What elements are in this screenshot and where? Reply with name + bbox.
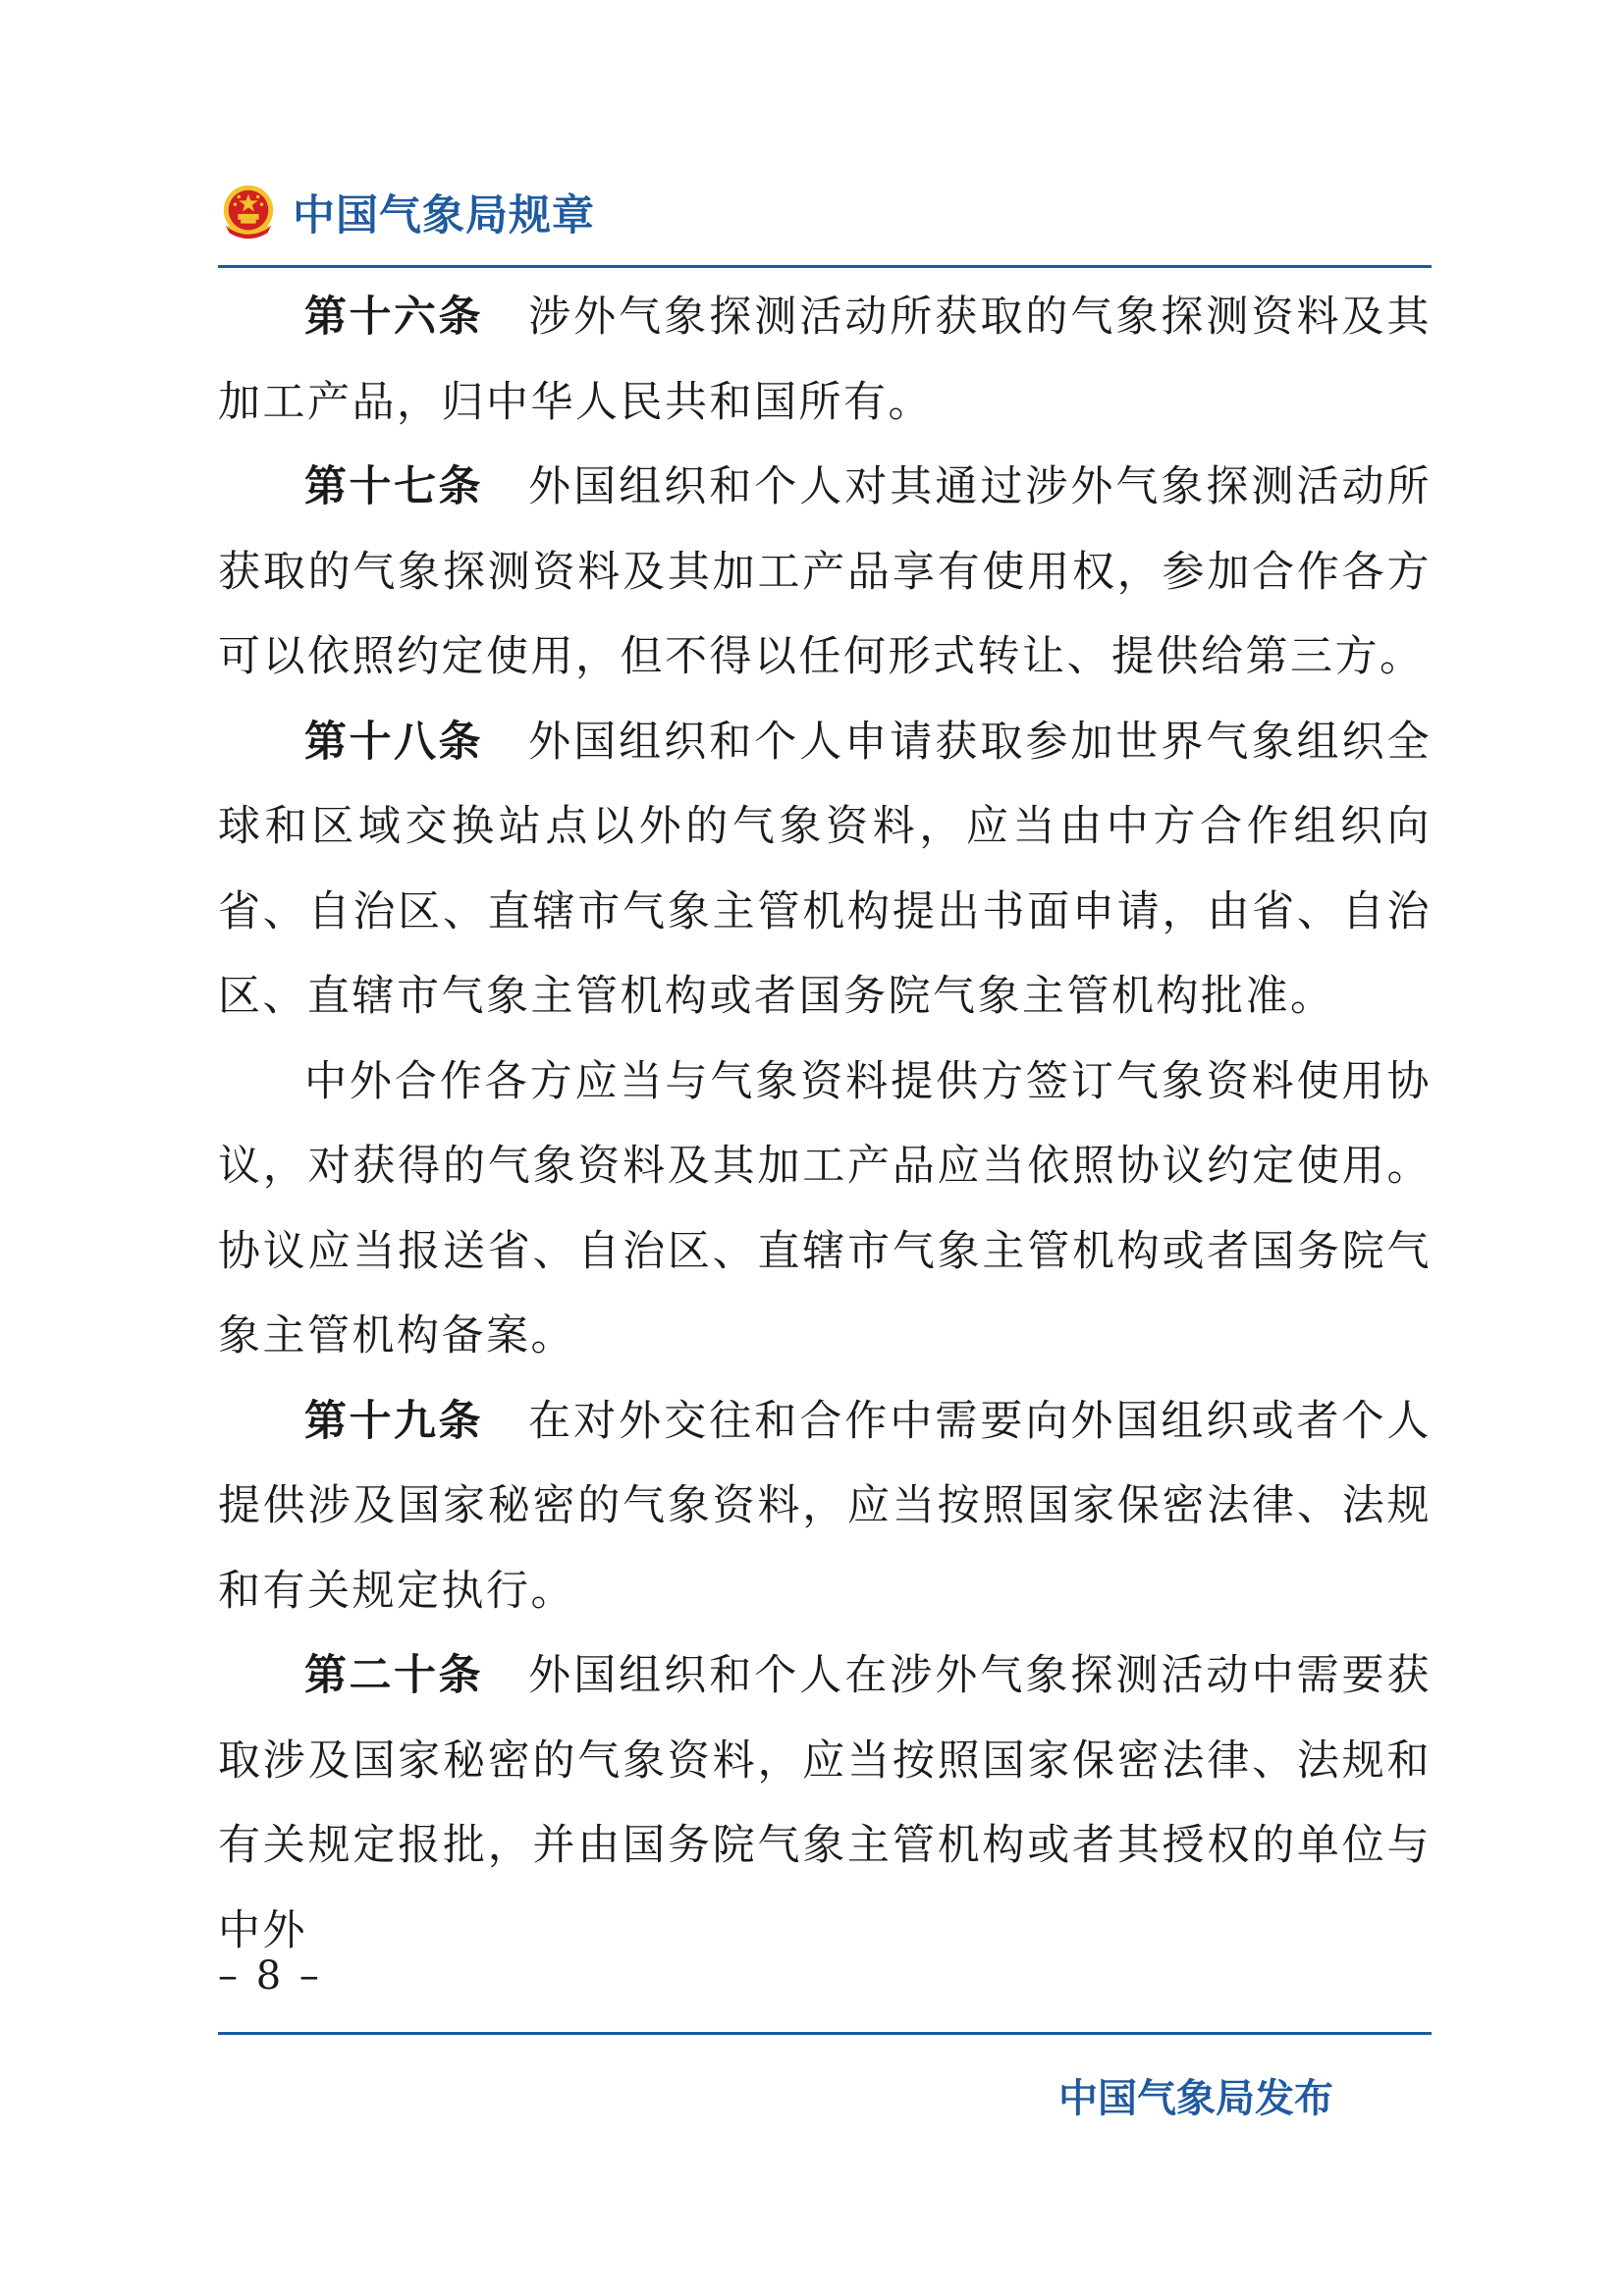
article-text: 涉外气象探测活动所获取的气象探测资料及其加工产品，归中华人民共和国所有。 bbox=[218, 293, 1433, 427]
article-label: 第十六条 bbox=[304, 293, 484, 342]
article-18-paragraph-2 bbox=[218, 1040, 1432, 1379]
article-label: 第十九条 bbox=[304, 1396, 484, 1446]
article-text: 外国组织和个人在涉外气象探测活动中需要获取涉及国家秘密的气象资料，应当按照国家保密法律、法规和有关规定报批，并由国务院气象主管机构或者其授权的单位与中外 bbox=[218, 1651, 1433, 1955]
article-19 bbox=[218, 1379, 1432, 1634]
article-18 bbox=[218, 700, 1432, 1040]
footer-publisher: 中国气象局发布 bbox=[1058, 2076, 1333, 2121]
article-text: 外国组织和个人对其通过涉外气象探测活动所获取的气象探测资料及其加工产品享有使用权，参加合作各方可以依照约定使用，但不得以任何形式转让、提供给第三方。 bbox=[218, 462, 1433, 681]
national-emblem-icon bbox=[218, 182, 279, 242]
page-number: – 8 – bbox=[218, 1953, 322, 1999]
article-text: 外国组织和个人申请获取参加世界气象组织全球和区域交换站点以外的气象资料，应当由中方合作组织向省、自治区、直辖市气象主管机构提出书面申请，由省、自治区、直辖市气象主管机构或者国务院气象主管机构批准。 bbox=[218, 717, 1433, 1021]
article-label: 第十八条 bbox=[304, 717, 484, 767]
header-divider bbox=[218, 265, 1432, 268]
article-text: 中外合作各方应当与气象资料提供方签订气象资料使用协议，对获得的气象资料及其加工产品应当依照协议约定使用。协议应当报送省、自治区、直辖市气象主管机构或者国务院气象主管机构备案。 bbox=[218, 1056, 1432, 1361]
article-label: 第十七条 bbox=[304, 462, 484, 511]
article-17 bbox=[218, 445, 1432, 700]
article-16 bbox=[218, 275, 1432, 445]
article-20 bbox=[218, 1633, 1432, 1973]
footer-divider bbox=[218, 2032, 1432, 2035]
document-body bbox=[218, 275, 1432, 1973]
header-title: 中国气象局规章 bbox=[293, 190, 595, 240]
article-text: 在对外交往和合作中需要向外国组织或者个人提供涉及国家秘密的气象资料，应当按照国家保密法律、法规和有关规定执行。 bbox=[218, 1396, 1433, 1616]
article-label: 第二十条 bbox=[304, 1651, 484, 1700]
page-header bbox=[218, 177, 595, 247]
